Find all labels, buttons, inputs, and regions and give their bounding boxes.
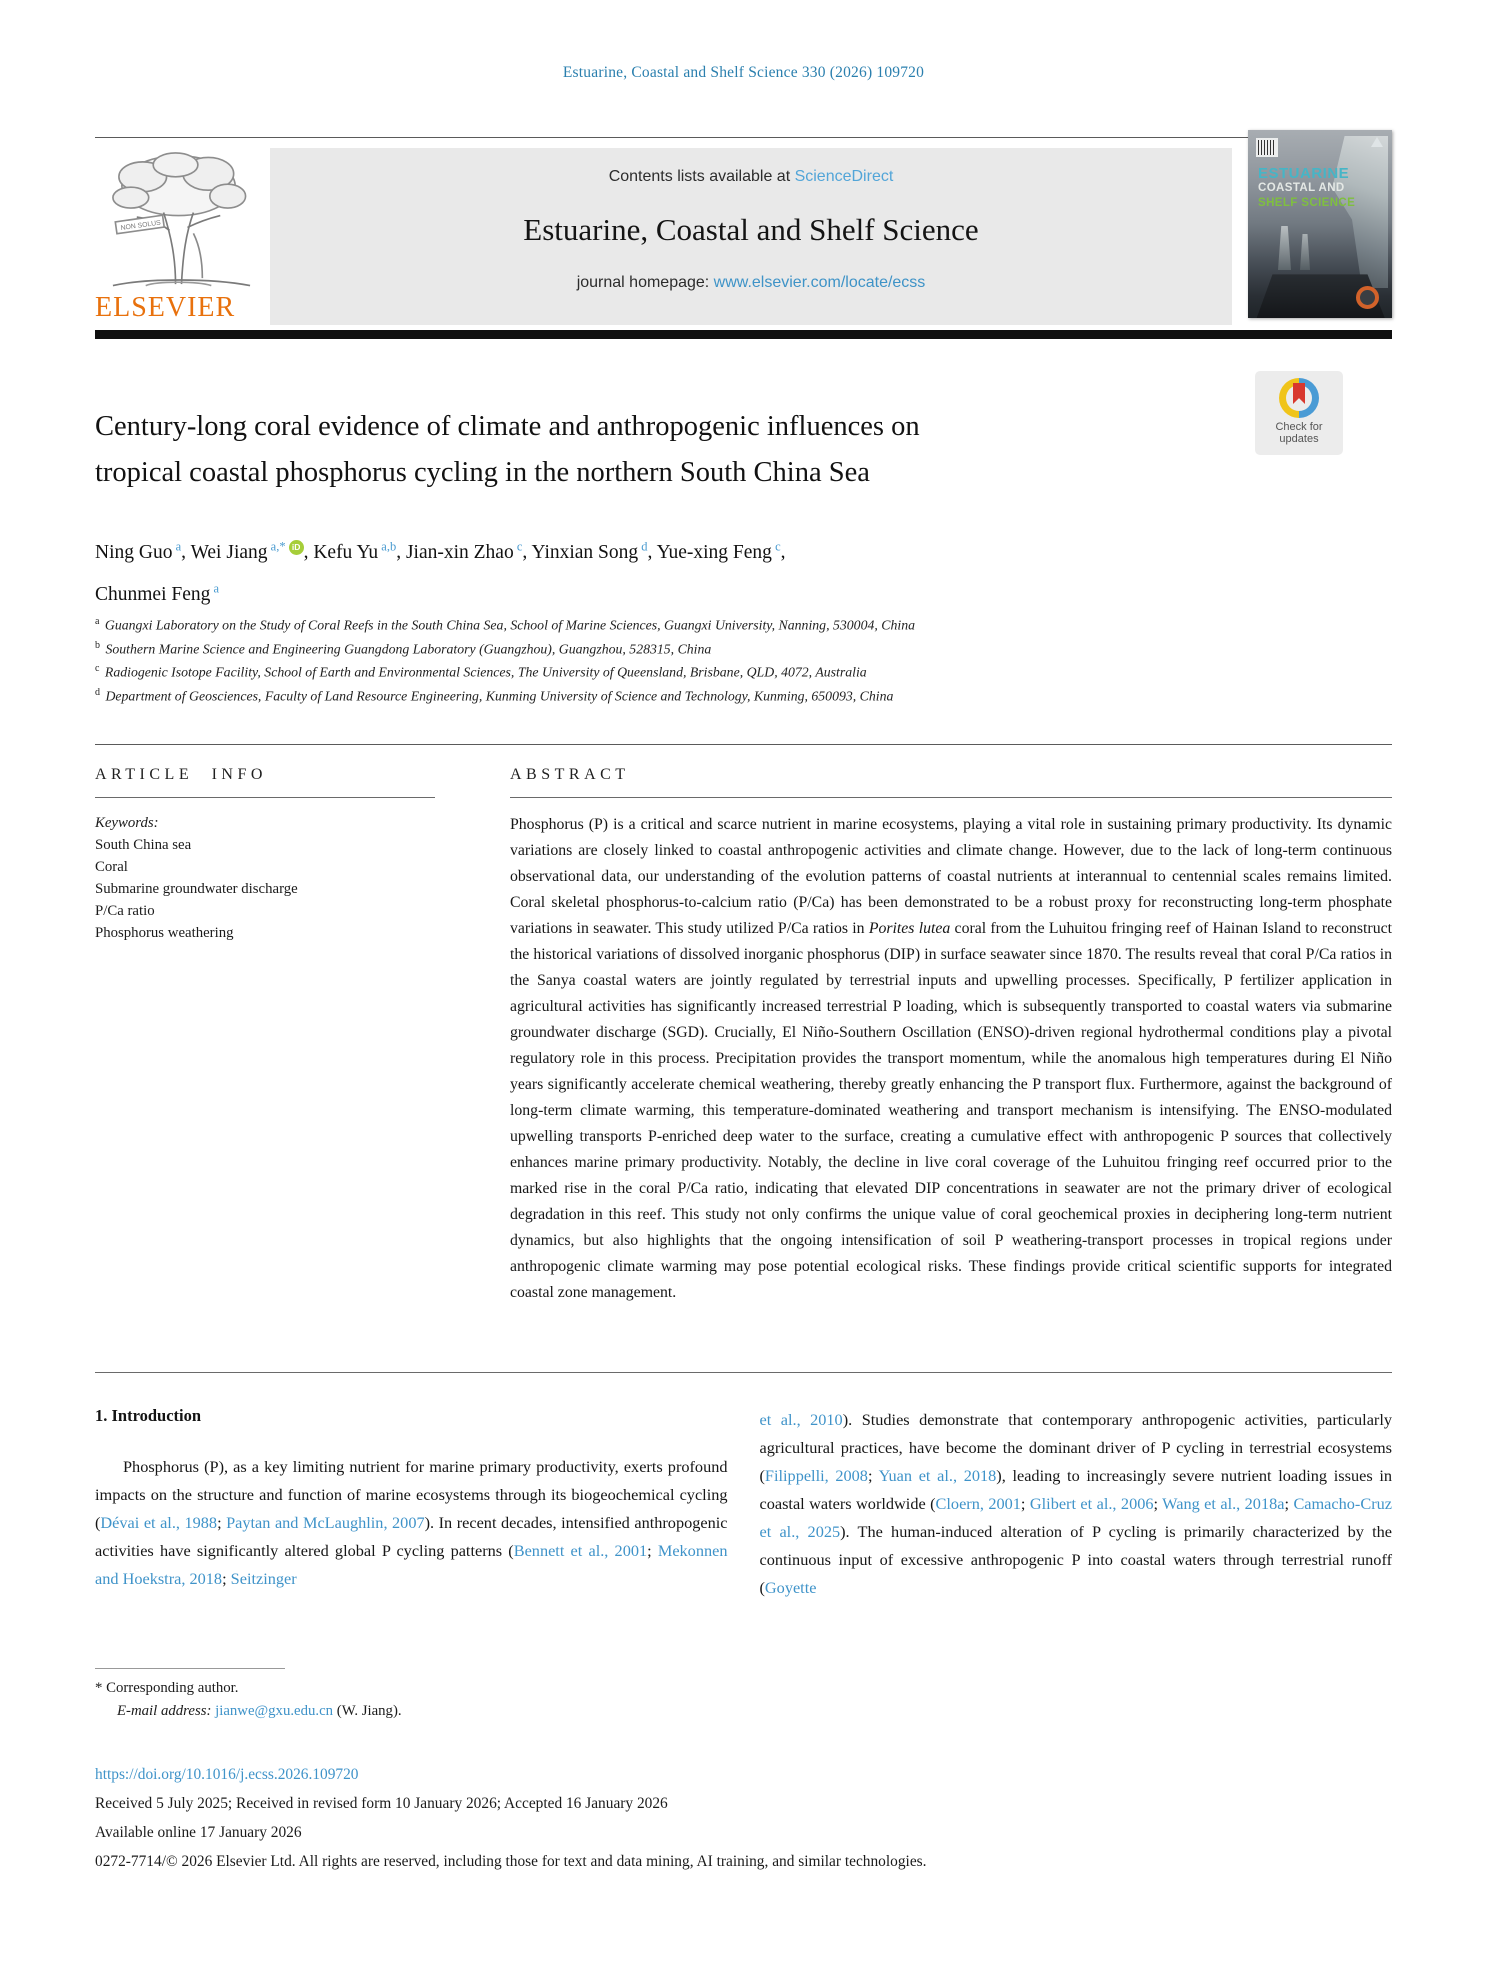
author: Ning Guo $^a$ [95,539,182,563]
top-divider [95,137,1392,138]
affiliation-sup: b [95,639,100,651]
cover-seastack-art [1278,226,1291,270]
citation-link[interactable]: Mekonnen and Hoekstra, 2018 [95,1541,728,1588]
author: Wei Jiang $^{a,*}$ iD [191,542,304,563]
affiliation-sup: c [95,663,100,675]
citation-link[interactable]: Bennett et al., 2001 [513,1541,648,1560]
contents-text: Contents lists available at [608,168,795,185]
abstract-text [510,812,1392,1306]
check-badge-label [1255,421,1343,445]
author-affiliation-sup: a,b [378,539,397,553]
introduction-section [95,1406,1392,1602]
journal-cover-thumbnail[interactable] [1248,130,1392,318]
cover-cliff-art [1326,136,1388,288]
keyword: Submarine groundwater discharge [95,881,298,897]
author-separator: , [303,541,314,563]
author-affiliation-sup: a,* [267,539,286,553]
citation-link[interactable]: et al., 2010 [759,1410,843,1429]
citation-link[interactable]: Wang et al., 2018a [1162,1494,1285,1513]
citation-link[interactable]: Goyette [764,1578,817,1597]
author-separator: , [181,541,191,563]
email-line [117,1700,735,1723]
elsevier-logo[interactable] [95,148,270,325]
keyword: South China sea [95,837,192,853]
masthead [95,148,1392,325]
author-affiliation-sup: a [172,539,182,553]
available-online: Available online 17 January 2026 [95,1824,302,1841]
text-segment: ; [1153,1494,1163,1513]
abstract-heading: ABSTRACT [510,766,630,783]
citation-link[interactable]: Paytan and McLaughlin, 2007 [226,1513,425,1532]
affiliation: $^d$ Department of Geosciences, Faculty of Land Resource Engineering, Kunming University of Science and Technology, Kunming, 650093, China [95,686,894,704]
cover-barcode [1256,138,1278,157]
keyword: Phosphorus weathering [95,925,234,941]
check-badge-line2: updates [1279,433,1319,445]
cover-title: ESTUARINE COASTAL AND SHELF SCIENCE [1258,165,1356,209]
author: Jian-xin Zhao $^c$ [405,539,523,563]
author-separator: , [647,541,657,563]
introduction-paragraph-left [95,1453,728,1593]
article-info-heading: ARTICLE INFO [95,766,267,783]
article-info-section [95,766,435,1306]
crossmark-icon [1279,378,1319,418]
text-segment: Phosphorus (P) is a critical and scarce nutrient in marine ecosystems, playing a vital role in sustaining primary productivity. Its dynamic variations are closely linked to coastal anthropogenic activities and climate change. However, due to the lack of long-term continuous observational data, our understanding of the evolution patterns of coastal nutrients at interannual to centennial scales remains limited. Coral skeletal phosphorus-to-calcium ratio (P/Ca) has been demonstrated to be a robust proxy for reconstructing long-term phosphate variations in seawater. This study utilized P/Ca ratios in [510,816,1392,937]
left-column [95,1406,728,1602]
author-affiliation-sup: a [210,581,220,596]
cover-lifering-art [1356,286,1379,309]
contents-line [270,168,1232,186]
affiliation-sup: a [95,616,100,627]
cover-seastack-art [1300,234,1310,270]
corresponding-author-note: * Corresponding author. [95,1680,239,1696]
text-segment: ; [1284,1494,1294,1513]
footnote-block [95,1668,735,1723]
citation-link[interactable]: Yuan et al., 2018 [878,1466,997,1485]
article-title-line2: tropical coastal phosphorus cycling in the northern South China Sea [95,457,870,488]
introduction-heading: 1. Introduction [95,1406,202,1425]
author: Chunmei Feng $^a$ [95,581,220,605]
citation-link[interactable]: Camacho-Cruz et al., 2025 [759,1494,1392,1541]
text-segment: ). The human-induced alteration of P cycling is primarily characterized by the continuous input of excessive anthropogenic P into coastal waters through terrestrial runoff ( [759,1522,1392,1597]
copyright-line: 0272-7714/© 2026 Elsevier Ltd. All rights are reserved, including those for text and data mining, AI training, and similar technologies. [95,1853,927,1870]
orcid-icon[interactable]: iD [289,540,304,555]
keyword: P/Ca ratio [95,903,155,919]
text-segment: ; [222,1569,231,1588]
text-segment: ; [867,1466,879,1485]
received-dates: Received 5 July 2025; Received in revised form 10 January 2026; Accepted 16 January 2026 [95,1795,668,1812]
author-affiliation-sup: c [513,539,523,553]
running-head-citation: Estuarine, Coastal and Shelf Science 330 (2026) 109720 [562,64,925,81]
affiliation-list [95,612,1392,706]
homepage-line [270,274,1232,292]
author: Yinxian Song $^d$ [531,539,648,563]
text-segment: ). In recent decades, intensified anthropogenic activities have significantly altered global P cycling patterns ( [95,1513,728,1560]
citation-link[interactable]: Cloern, 2001 [935,1494,1021,1513]
heading-rule [95,797,435,798]
text-segment: ; [647,1541,658,1560]
journal-masthead-box [270,148,1232,325]
text-segment: coral from the Luhuitou fringing reef of Hainan Island to reconstruct the historical variations of dissolved inorganic phosphorus (DIP) in surface seawater since 1870. The results reveal that coral P/Ca ratios in the Sanya coastal waters are jointly regulated by terrestrial inputs and upwelling processes. Specifically, P fertilizer application in agricultural activities has significantly increased terrestrial P loading, which is subsequently transported to coastal waters via submarine groundwater discharge (SGD). Crucially, El Niño-Southern Oscillation (ENSO)-driven regional hydrothermal conditions play a pivotal regulatory role in this process. Precipitation provides the transport momentum, while the anomalous high temperatures during El Niño years significantly accelerate chemical weathering, thereby greatly enhancing the P transport flux. Furthermore, against the background of long-term climate warming, this temperature-dominated weathering and transport mechanism is intensifying. The ENSO-modulated upwelling transports P-enriched deep water to the surface, creating a cumulative effect with anthropogenic P sources that collectively enhances marine primary productivity. Notably, the decline in live coral coverage of the Luhuitou fringing reef occurred prior to the marked rise in the coral P/Ca ratio, indicating that elevated DIP concentrations in seawater are not the primary driver of ecological degradation in this reef. This study not only confirms the unique value of coral geochemical proxies in deciphering long-term nutrient dynamics, but also highlights that the ongoing intensification of soil P weathering-transport processes in tropical regions under anthropogenic climate warming may pose potential ecological risks. These findings provide critical scientific supports for integrated coastal zone management. [510,920,1392,1301]
keyword-list [95,834,435,944]
email-link[interactable]: jianwe@gxu.edu.cn [215,1703,334,1719]
author-affiliation-sup: c [771,539,781,553]
sciencedirect-link[interactable]: ScienceDirect [794,168,894,185]
keyword: Coral [95,859,128,875]
check-badge-line1: Check for [1275,421,1323,433]
email-label: E-mail address: [117,1703,212,1719]
right-column [760,1406,1393,1602]
email-suffix: (W. Jiang). [333,1703,402,1719]
homepage-label: journal homepage: [576,274,714,291]
author-separator: , [780,541,786,563]
check-for-updates-badge[interactable] [1255,371,1343,455]
section-divider [95,744,1392,745]
text-segment: ; [1020,1494,1030,1513]
keywords-label: Keywords: [95,815,159,831]
affiliation: $^c$ Radiogenic Isotope Facility, School of Earth and Environmental Sciences, The University of Queensland, Brisbane, QLD, 4072, Australia [95,663,867,680]
elsevier-tree-logo [101,146,259,294]
introduction-paragraph-right [760,1406,1393,1602]
affiliation: $^a$ Guangxi Laboratory on the Study of Coral Reefs in the South China Sea, School of Marine Sciences, Guangxi University, Nanning, 530004, China [95,616,916,633]
author-separator: , [396,541,406,563]
citation-link[interactable]: Glibert et al., 2006 [1029,1494,1154,1513]
elsevier-wordmark: ELSEVIER [95,292,236,323]
abstract-section [510,766,1392,1306]
author-list [95,528,1365,613]
text-segment: ; [217,1513,227,1532]
affiliation-sup: d [95,686,100,698]
elsevier-triangle-icon [1371,137,1383,147]
journal-homepage-link[interactable]: www.elsevier.com/locate/ecss [713,274,926,291]
footer-block [95,1760,1392,1876]
author-affiliation-sup: d [638,539,648,553]
affiliation: $^b$ Southern Marine Science and Engineering Guangdong Laboratory (Guangzhou), Guangzhou, 528315, China [95,639,712,657]
citation-link[interactable]: Seitzinger [230,1569,297,1588]
citation-link[interactable]: Filippelli, 2008 [764,1466,868,1485]
author-separator: , [522,541,532,563]
heading-rule [510,797,1392,798]
article-title-line1: Century-long coral evidence of climate and anthropogenic influences on [95,411,920,442]
footnote-rule [95,1668,285,1669]
doi-link[interactable]: https://doi.org/10.1016/j.ecss.2026.109720 [95,1766,359,1783]
journal-title: Estuarine, Coastal and Shelf Science [523,212,979,247]
article-title [95,404,1255,496]
text-segment: ). Studies demonstrate that contemporary anthropogenic activities, particularly agricultural practices, have become the dominant driver of P cycling in terrestrial ecosystems ( [759,1410,1393,1485]
section-divider [95,1372,1392,1373]
masthead-divider-bar [95,330,1392,339]
svg-text:NON SOLUS: NON SOLUS [120,219,162,233]
text-segment: Porites lutea [868,920,951,937]
text-segment: ), leading to increasingly severe nutrient loading issues in coastal waters worldwide ( [759,1466,1393,1513]
author: Kefu Yu $^{a,b}$ [313,539,397,563]
info-abstract-row [95,766,1392,1306]
citation-link[interactable]: Dévai et al., 1988 [100,1513,218,1532]
text-segment: Phosphorus (P), as a key limiting nutrient for marine primary productivity, exerts profound impacts on the structure and function of marine ecosystems through its biogeochemical cycling ( [95,1457,728,1532]
author: Yue-xing Feng $^c$ [656,539,781,563]
